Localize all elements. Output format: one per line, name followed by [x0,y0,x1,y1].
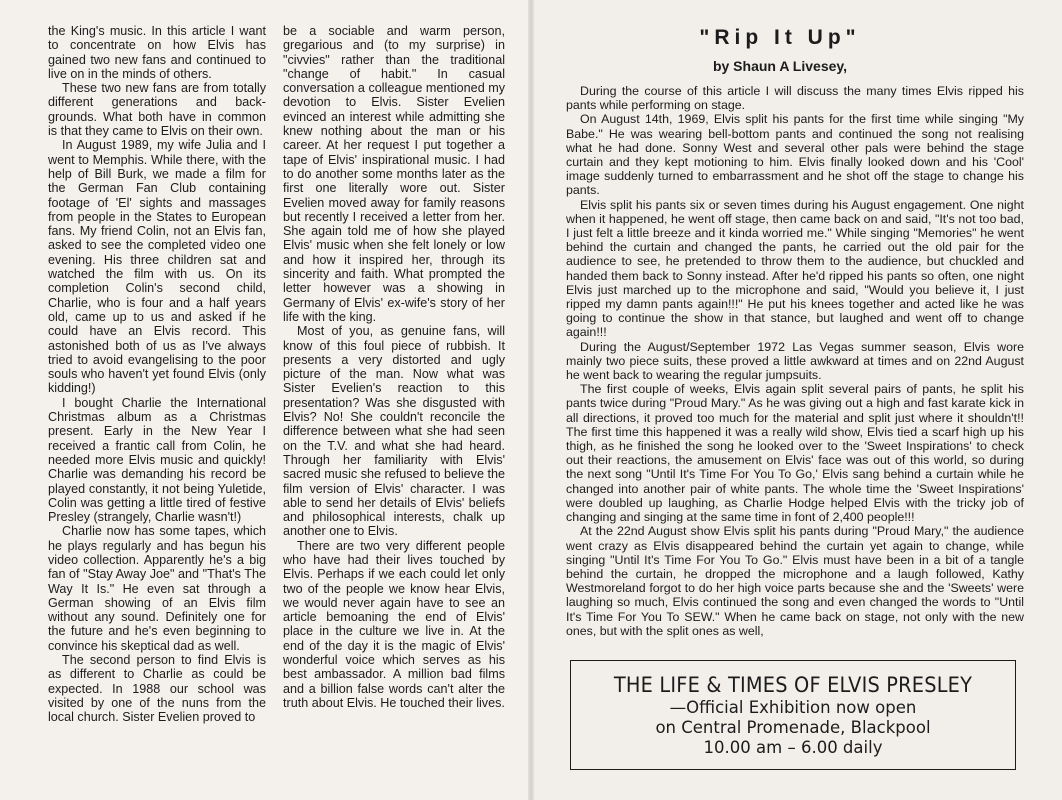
article-body [566,84,1024,649]
paragraph: I bought Charlie the International Christmas album as a Christmas present. Early in the New Year I received a frantic call from Colin, he needed more Elvis music and quickly! Charlie was demanding his record be played constantly, it not being Yuletide, Colin was getting a little tired of festive Presley (strangely, Charlie wasn't!) [48,395,266,525]
paragraph: The first couple of weeks, Elvis again split several pairs of pants, he split his pants twice during "Proud Mary." As he was giving out a high and fast karate kick in all directions, it proved too much for the material and split just where it shouldn't!! The first time this happened it was a really wild show, Elvis tied a scarf high up his thigh, as he finished the song he looked over to the 'Sweet Inspirations' to check out their reactions, the amusement on Elvis' face was out of this world, so during the next song "Until It's Time For You To Go,' Elvis sang behind a curtain while he changed into another pair of white pants. The whole time the 'Sweet Inspirations' were doubled up laughing, as Charlie Hodge helped Elvis with the tricky job of changing and singing at the same time in font of 2,400 people!!! [566,382,1024,525]
paragraph: In August 1989, my wife Julia and I went to Memphis. While there, with the help of Bill Burk, we made a film for the German Fan Club containing footage of 'El' sights and massages from people in the States to European fans. My friend Colin, not an Elvis fan, asked to see the completed video one evening. His three children sat and watched the film with us. On its completion Colin's second child, Charlie, who is four and a half years old, came up to us and asked if he could have an Elvis record. This astonished both of us as I've always tried to avoid evangelising to the poor souls who haven't yet found Elvis (only kidding!) [48,138,266,396]
paragraph: These two new fans are from totally different generations and back-grounds. What both have in common is that they came to Elvis on their own. [48,81,266,139]
advert-title: THE LIFE & TIMES OF ELVIS PRESLEY [613,673,973,698]
paragraph: During the course of this article I will discuss the many times Elvis ripped his pants while performing on stage. [566,84,1024,113]
exhibition-advert [570,660,1016,770]
paragraph: be a sociable and warm person, gregarious and (to my surprise) in "civvies" rather than the traditional "change of habit." In casual conversation a colleague mentioned my devotion to Elvis. Sister Evelien evinced an interest while admitting she knew nothing about the man or his career. At her request I put together a tape of Elvis' inspirational music. I had to do another some months later as the first one literally wore out. Sister Evelien moved away for family reasons but recently I received a letter from her. She again told me of how she played Elvis' music when she felt lonely or low and how it inspired her, through its sincerity and faith. What prompted the letter however was a showing in Germany of Elvis' ex-wife's story of her life with the king. [283,24,505,324]
left-column-2 [283,24,505,784]
paragraph: The second person to find Elvis is as different to Charlie as could be expected. In 1988 our school was visited by one of the nuns from the local church. Sister Evelien proved to [48,653,266,725]
paragraph: At the 22nd August show Elvis split his pants during "Proud Mary," the audience went crazy as Elvis disappeared behind the curtain yet again to change, while singing "Until It's Time For You To Go." Elvis must have been in a bit of a tangle behind the curtain, he dropped the microphone and a laugh followed, Kathy Westmoreland forgot to do her high voice parts because she and the 'Sweets' were laughing so much, Elvis continued the song and even changed the words to "Until It's Time For You To SEW." When he came back on stage, not only with the new ones, but with the split ones as well, [566,524,1024,638]
advert-line: on Central Promenade, Blackpool [655,718,931,737]
advert-line: —Official Exhibition now open [669,698,917,717]
paragraph: During the August/September 1972 Las Vegas summer season, Elvis wore mainly two piece suits, these proved a little awkward at times and on 22nd August he went back to wearing the regular jumpsuits. [566,339,1024,383]
article-title: "Rip It Up" [699,26,861,49]
paragraph: Elvis split his pants six or seven times during his August engagement. One night when it happened, he went off stage, then came back on and said, "It's not too bad, I just felt a little breeze and it kinda worried me." While singing "Memories" he went behind the curtain and changed the pants, he carried out the old pair for the audience to see, he pretended to throw them to the audience, but chuckled and handed them back to Sonny instead. After he'd ripped his pants so often, one night Elvis just marched up to the microphone and said, "Would you believe it, I just ripped my damn pants again!!!" He put his knees together and acted like he was going to continue the show in that stance, but laughed and went off to change again!!! [566,197,1024,340]
article-byline: by Shaun A Livesey, [712,58,848,74]
advert-line: 10.00 am – 6.00 daily [703,738,883,757]
paragraph: Most of you, as genuine fans, will know of this foul piece of rubbish. It presents a very distorted and ugly picture of the man. Now what was Sister Evelien's reaction to this presentation? Was she disgusted with Elvis? No! She couldn't reconcile the difference between what she had seen on the T.V. and what she had heard. Through her familiarity with Elvis' sacred music she refused to believe the film version of Elvis' character. I was able to send her details of Elvis' beliefs and philosophical interests, chalk up another one to Elvis. [283,324,505,539]
left-column-1 [48,24,266,784]
paragraph: There are two very different people who have had their lives touched by Elvis. Perhaps if we each could let only two of the people we know hear Elvis, we would never again have to see an article bemoaning the end of Elvis' place in the culture we live in. At the end of the day it is the magic of Elvis' wonderful voice which serves as his best ambassador. A million bad films and a billion false words can't alter the truth about Elvis. He touched their lives. [283,538,505,710]
page-fold [528,0,534,800]
paragraph: the King's music. In this article I want to concentrate on how Elvis has gained two new fans and continued to live on in the minds of others. [48,24,266,81]
paragraph: On August 14th, 1969, Elvis split his pants for the first time while singing "My Babe." He was wearing bell-bottom pants and continued the song not realising what he had done. Sonny West and several other pals were behind the stage curtain and they kept motioning to him. Elvis finally looked down and his 'Cool' image suddenly turned to embarrassment and he shot off the stage to change his pants. [566,112,1024,198]
paragraph: Charlie now has some tapes, which he plays regularly and has begun his video collection. Apparently he's a big fan of "Stay Away Joe" and "That's The Way It Is." He even sat through a German showing of an Elvis film without any sound. Definitely one for the future and he's even beginning to convince his skeptical dad as well. [48,524,266,653]
